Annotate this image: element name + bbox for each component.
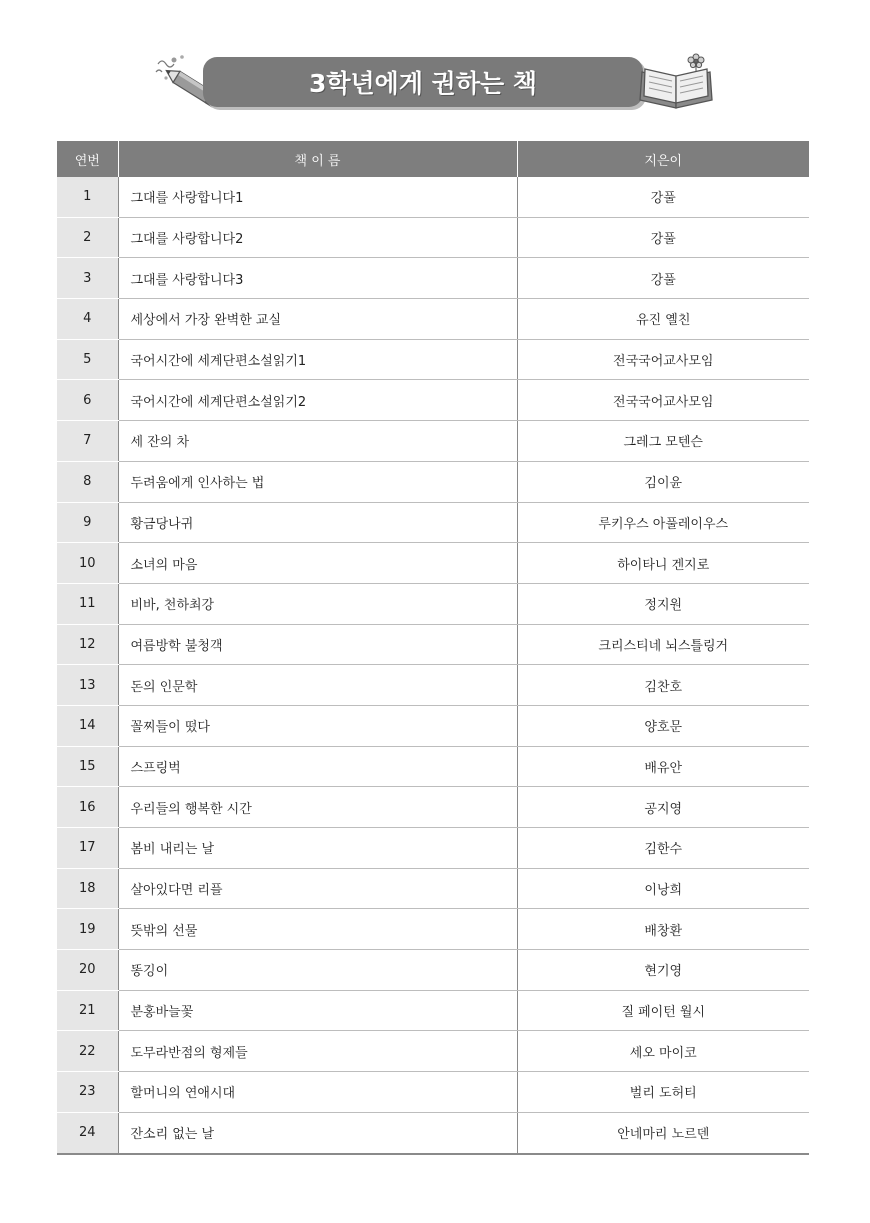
table-row: [57, 380, 809, 421]
book-num: 12: [57, 624, 118, 665]
book-num: 15: [57, 746, 118, 787]
table-row: [57, 665, 809, 706]
book-title: 국어시간에 세계단편소설읽기1: [118, 339, 517, 380]
table-row: [57, 787, 809, 828]
book-author: 정지원: [517, 583, 809, 624]
book-title: 그대를 사랑합니다1: [118, 177, 517, 217]
table-header-row: [57, 141, 809, 177]
book-author: 벌리 도허티: [517, 1072, 809, 1113]
table-row: [57, 990, 809, 1031]
page-title: 3학년에게 권하는 책: [308, 69, 537, 98]
open-book-icon: [636, 52, 716, 112]
book-num: 9: [57, 502, 118, 543]
table-row: [57, 868, 809, 909]
book-title: 살아있다면 리플: [118, 868, 517, 909]
book-num: 16: [57, 787, 118, 828]
book-author: 유진 옐친: [517, 299, 809, 340]
book-title: 국어시간에 세계단편소설읽기2: [118, 380, 517, 421]
book-title: 뜻밖의 선물: [118, 909, 517, 950]
book-title: 세상에서 가장 완벽한 교실: [118, 299, 517, 340]
book-title: 분홍바늘꽃: [118, 990, 517, 1031]
book-author: 그레그 모텐슨: [517, 421, 809, 462]
book-num: 23: [57, 1072, 118, 1113]
book-num: 14: [57, 705, 118, 746]
book-author: 이낭희: [517, 868, 809, 909]
table-row: [57, 705, 809, 746]
book-title: 비바, 천하최강: [118, 583, 517, 624]
book-author: 공지영: [517, 787, 809, 828]
header-num: 연번: [57, 141, 118, 177]
table-row: [57, 543, 809, 584]
book-num: 17: [57, 828, 118, 869]
title-banner: [203, 57, 643, 107]
book-num: 20: [57, 950, 118, 991]
book-num: 19: [57, 909, 118, 950]
book-author: 전국국어교사모임: [517, 380, 809, 421]
header-author: 지은이: [517, 141, 809, 177]
table-row: [57, 421, 809, 462]
book-num: 1: [57, 177, 118, 217]
book-author: 하이타니 겐지로: [517, 543, 809, 584]
book-title: 세 잔의 차: [118, 421, 517, 462]
book-title: 그대를 사랑합니다3: [118, 258, 517, 299]
book-num: 21: [57, 990, 118, 1031]
book-num: 13: [57, 665, 118, 706]
table-row: [57, 828, 809, 869]
book-author: 세오 마이코: [517, 1031, 809, 1072]
book-author: 강풀: [517, 258, 809, 299]
book-author: 배창환: [517, 909, 809, 950]
book-num: 7: [57, 421, 118, 462]
table-row: [57, 1072, 809, 1113]
table-row: [57, 583, 809, 624]
book-author: 강풀: [517, 217, 809, 258]
book-title: 도무라반점의 형제들: [118, 1031, 517, 1072]
book-author: 김이윤: [517, 461, 809, 502]
book-author: 배유안: [517, 746, 809, 787]
book-num: 5: [57, 339, 118, 380]
book-author: 안네마리 노르덴: [517, 1112, 809, 1153]
table-row: [57, 258, 809, 299]
book-list-table: [57, 141, 809, 1155]
book-author: 김한수: [517, 828, 809, 869]
book-author: 양호문: [517, 705, 809, 746]
book-title: 똥깅이: [118, 950, 517, 991]
table-row: [57, 461, 809, 502]
table-row: [57, 299, 809, 340]
book-author: 강풀: [517, 177, 809, 217]
book-author: 루키우스 아풀레이우스: [517, 502, 809, 543]
book-title: 돈의 인문학: [118, 665, 517, 706]
book-title: 스프링벅: [118, 746, 517, 787]
book-num: 3: [57, 258, 118, 299]
table-row: [57, 624, 809, 665]
book-num: 24: [57, 1112, 118, 1153]
book-num: 10: [57, 543, 118, 584]
book-num: 2: [57, 217, 118, 258]
table-row: [57, 217, 809, 258]
book-num: 6: [57, 380, 118, 421]
table-row: [57, 909, 809, 950]
book-title: 두려움에게 인사하는 법: [118, 461, 517, 502]
book-title: 황금당나귀: [118, 502, 517, 543]
book-title: 할머니의 연애시대: [118, 1072, 517, 1113]
table-row: [57, 502, 809, 543]
table-row: [57, 950, 809, 991]
book-num: 11: [57, 583, 118, 624]
book-author: 전국국어교사모임: [517, 339, 809, 380]
table-row: [57, 746, 809, 787]
book-author: 김찬호: [517, 665, 809, 706]
table-row: [57, 339, 809, 380]
table-row: [57, 177, 809, 217]
book-author: 크리스티네 뇌스틀링거: [517, 624, 809, 665]
book-title: 여름방학 불청객: [118, 624, 517, 665]
book-title: 우리들의 행복한 시간: [118, 787, 517, 828]
book-num: 4: [57, 299, 118, 340]
header-title: 책 이 름: [118, 141, 517, 177]
book-title: 봄비 내리는 날: [118, 828, 517, 869]
book-author: 질 페이턴 월시: [517, 990, 809, 1031]
book-title: 꼴찌들이 떴다: [118, 705, 517, 746]
book-title: 소녀의 마음: [118, 543, 517, 584]
book-num: 22: [57, 1031, 118, 1072]
table-row: [57, 1031, 809, 1072]
book-num: 8: [57, 461, 118, 502]
book-title: 그대를 사랑합니다2: [118, 217, 517, 258]
book-num: 18: [57, 868, 118, 909]
book-title: 잔소리 없는 날: [118, 1112, 517, 1153]
table-row: [57, 1112, 809, 1153]
book-author: 현기영: [517, 950, 809, 991]
